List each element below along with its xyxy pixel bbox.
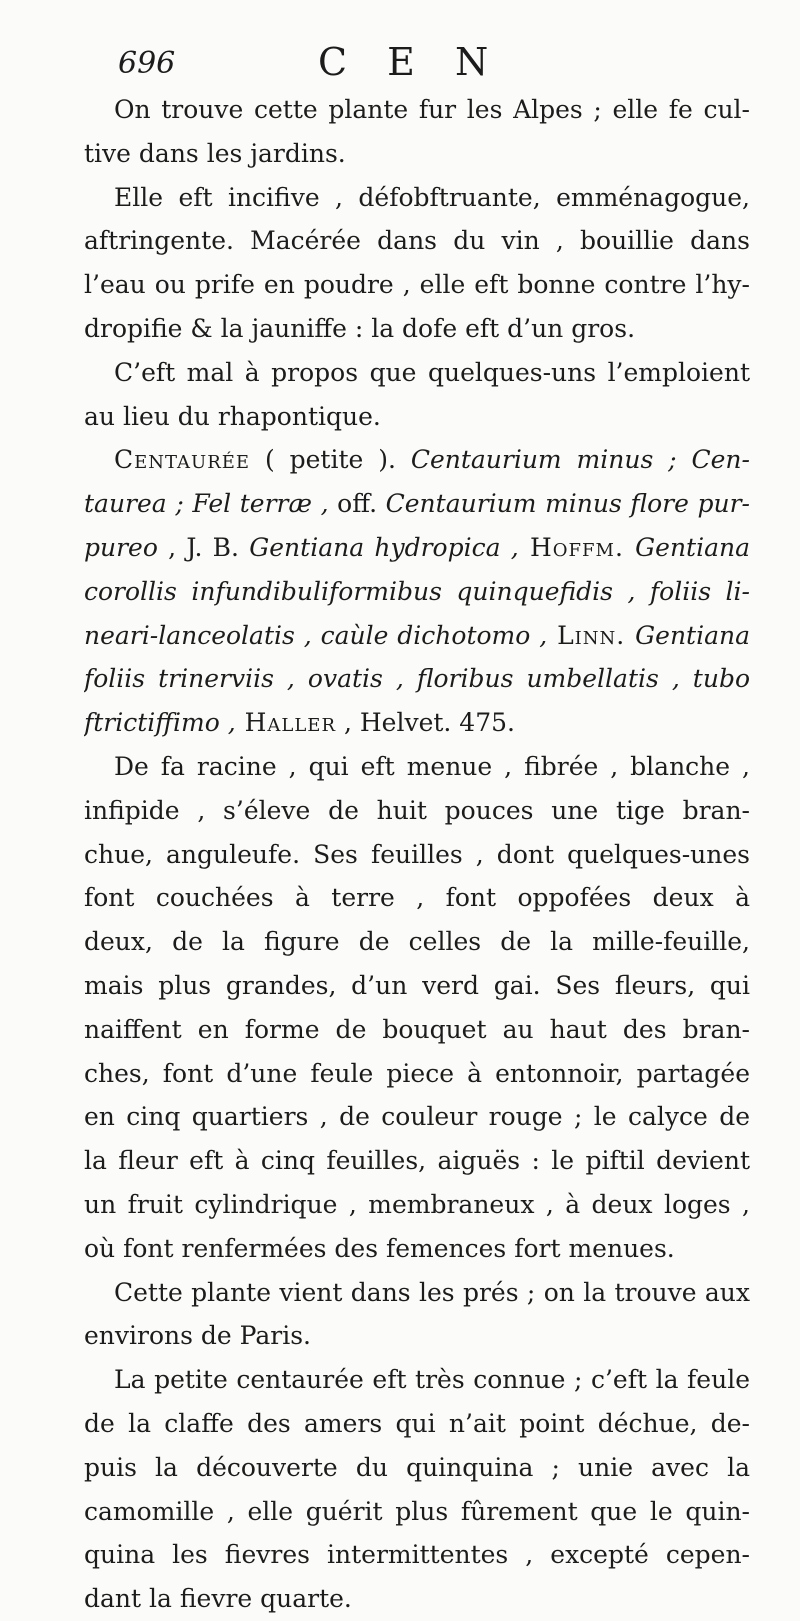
text-line: font couchées à terre , font oppofées deux à <box>84 883 750 913</box>
author-name: Hoffm. <box>518 532 636 562</box>
text-line: aftringente. Macérée dans du vin , bouillie dans <box>84 226 750 256</box>
body-text <box>84 88 750 1621</box>
text-line: Elle eft incifive , défobftruante, emménagogue, <box>114 182 750 212</box>
text-line: dant la fievre quarte. <box>84 1584 352 1614</box>
text-line: mais plus grandes, d’un verd gai. Ses fleurs, qui <box>84 970 750 1000</box>
latin-name: foliis trinerviis , ovatis , floribus umbellatis , tubo <box>84 664 750 694</box>
entry-heading-line <box>84 438 750 482</box>
entry-term: Centaurée <box>114 445 251 475</box>
page-number: 696 <box>118 46 176 81</box>
text-line: De fa racine , qui eft menue , fibrée , blanche , <box>114 751 750 781</box>
text-line: camomille , elle guérit plus fûrement que le quin- <box>84 1496 750 1526</box>
text-line: en cinq quartiers , de couleur rouge ; le calyce de <box>84 1102 750 1132</box>
latin-name: Gentiana <box>635 532 750 562</box>
author-name: Haller <box>235 708 337 738</box>
latin-name: pureo <box>84 532 158 562</box>
page-header <box>118 40 698 92</box>
latin-name: corollis infundibuliformibus quinquefidis , foliis li- <box>84 576 750 606</box>
text-line: C’eft mal à propos que quelques-uns l’emploient <box>114 357 750 387</box>
text-line <box>84 526 750 570</box>
text-line: la fleur eft à cinq feuilles, aiguës : le piftil devient <box>84 1146 750 1176</box>
text-span: ( petite ). <box>250 445 411 475</box>
text-line <box>84 570 750 614</box>
latin-name: Gentiana hydropica , <box>249 532 519 562</box>
text-line: environs de Paris. <box>84 1321 311 1351</box>
text-line: au lieu du rhapontique. <box>84 401 381 431</box>
text-line <box>84 614 750 658</box>
text-line: Cette plante vient dans les prés ; on la trouve aux <box>114 1277 750 1307</box>
text-line: tive dans les jardins. <box>84 138 346 168</box>
text-line: de la claffe des amers qui n’ait point déchue, de- <box>84 1408 750 1438</box>
text-span: , Helvet. 475. <box>336 708 515 738</box>
text-line: quina les fievres intermittentes , excepté cepen- <box>84 1540 750 1570</box>
text-line: dropifie & la jauniffe : la dofe eft d’un gros. <box>84 313 636 343</box>
text-line: On trouve cette plante fur les Alpes ; elle fe cul- <box>114 95 750 124</box>
text-line: chue, anguleufe. Ses feuilles , dont quelques-unes <box>84 839 750 869</box>
text-span: off. <box>328 489 386 519</box>
latin-name: ftrictiffimo , <box>84 708 236 738</box>
author-name: Linn. <box>547 620 636 650</box>
text-span: , J. B. <box>157 532 250 562</box>
text-line: deux, de la figure de celles de la mille-feuille, <box>84 927 750 957</box>
latin-name: taurea ; Fel terræ , <box>84 489 329 519</box>
text-line: naiffent en forme de bouquet au haut des bran- <box>84 1014 750 1044</box>
text-line: où font renfermées des femences fort menues. <box>84 1233 675 1263</box>
text-line: infipide , s’éleve de huit pouces une tige bran- <box>84 795 750 825</box>
text-line: un fruit cylindrique , membraneux , à deux loges , <box>84 1189 750 1219</box>
latin-name: neari-lanceolatis , caùle dichotomo , <box>84 620 548 650</box>
latin-name: Gentiana <box>635 620 750 650</box>
text-line: La petite centaurée eft très connue ; c’eft la feule <box>114 1365 750 1395</box>
text-line <box>84 701 750 745</box>
text-line <box>84 482 750 526</box>
running-head: C E N <box>318 40 503 84</box>
text-line: puis la découverte du quinquina ; unie avec la <box>84 1452 750 1482</box>
latin-name: Centaurium minus ; Cen- <box>410 445 750 475</box>
latin-name: Centaurium minus flore pur- <box>385 489 750 519</box>
text-line: ches, font d’une feule piece à entonnoir, partagée <box>84 1058 750 1088</box>
text-line <box>84 657 750 701</box>
text-line: l’eau ou prife en poudre , elle eft bonne contre l’hy- <box>84 270 750 300</box>
